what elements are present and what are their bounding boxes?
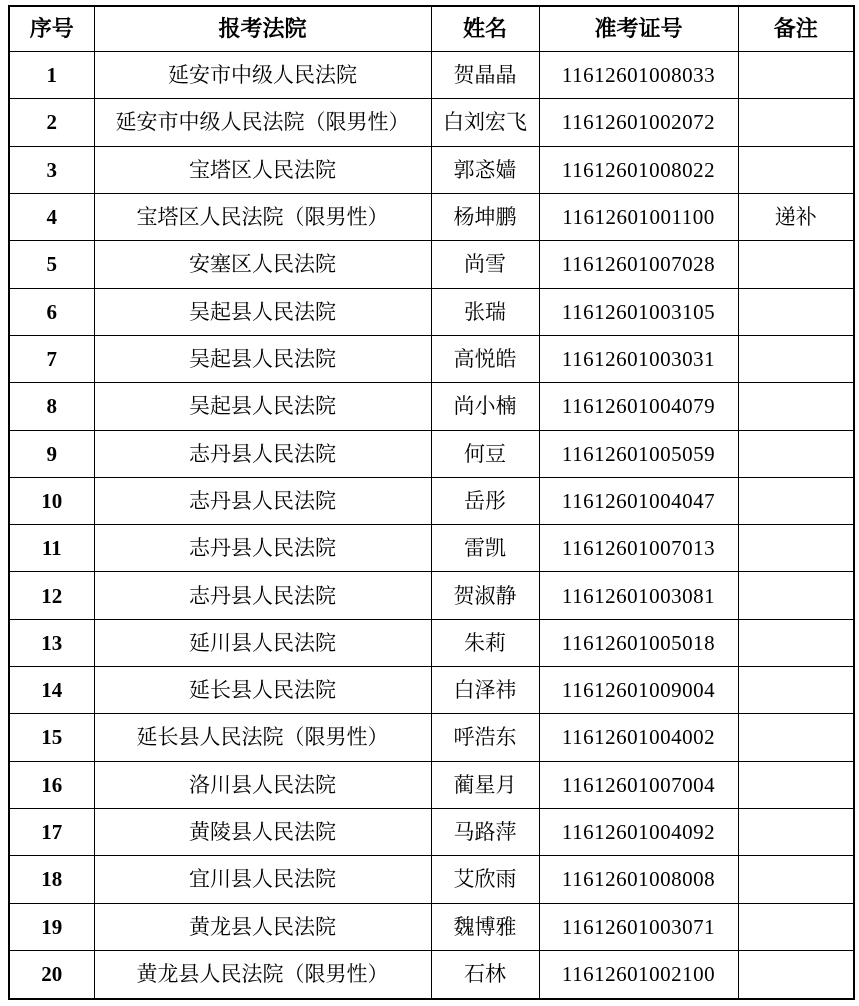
cell-remark [738, 241, 854, 288]
cell-no: 18 [9, 856, 94, 903]
cell-court: 黄龙县人民法院 [94, 903, 431, 950]
cell-court: 延安市中级人民法院 [94, 52, 431, 99]
cell-court: 安塞区人民法院 [94, 241, 431, 288]
cell-name: 雷凯 [431, 525, 539, 572]
cell-ticket: 11612601007004 [539, 761, 738, 808]
cell-remark [738, 809, 854, 856]
table-row [9, 477, 854, 524]
cell-remark [738, 856, 854, 903]
cell-no: 2 [9, 99, 94, 146]
cell-remark [738, 572, 854, 619]
cell-ticket: 11612601004002 [539, 714, 738, 761]
cell-ticket: 11612601004047 [539, 477, 738, 524]
cell-no: 12 [9, 572, 94, 619]
table-row [9, 288, 854, 335]
cell-ticket: 11612601008022 [539, 146, 738, 193]
cell-no: 17 [9, 809, 94, 856]
cell-no: 4 [9, 193, 94, 240]
header-cell-name: 姓名 [431, 6, 539, 52]
cell-remark [738, 950, 854, 999]
cell-name: 尚雪 [431, 241, 539, 288]
cell-name: 尚小楠 [431, 383, 539, 430]
cell-court: 洛川县人民法院 [94, 761, 431, 808]
cell-remark [738, 903, 854, 950]
cell-remark [738, 619, 854, 666]
cell-no: 19 [9, 903, 94, 950]
table-row [9, 335, 854, 382]
header-cell-no: 序号 [9, 6, 94, 52]
cell-ticket: 11612601004079 [539, 383, 738, 430]
cell-remark [738, 146, 854, 193]
cell-ticket: 11612601003081 [539, 572, 738, 619]
cell-remark [738, 525, 854, 572]
cell-court: 黄龙县人民法院（限男性） [94, 950, 431, 999]
table-row [9, 714, 854, 761]
cell-ticket: 11612601002100 [539, 950, 738, 999]
table-row [9, 193, 854, 240]
cell-ticket: 11612601007013 [539, 525, 738, 572]
cell-no: 11 [9, 525, 94, 572]
cell-name: 石林 [431, 950, 539, 999]
cell-remark [738, 477, 854, 524]
cell-name: 贺晶晶 [431, 52, 539, 99]
table-row [9, 667, 854, 714]
header-cell-ticket: 准考证号 [539, 6, 738, 52]
cell-court: 志丹县人民法院 [94, 525, 431, 572]
table-row [9, 52, 854, 99]
cell-ticket: 11612601002072 [539, 99, 738, 146]
cell-no: 5 [9, 241, 94, 288]
table-row [9, 146, 854, 193]
cell-name: 高悦皓 [431, 335, 539, 382]
table-row [9, 761, 854, 808]
table-row [9, 525, 854, 572]
cell-name: 白泽祎 [431, 667, 539, 714]
cell-ticket: 11612601003105 [539, 288, 738, 335]
cell-no: 7 [9, 335, 94, 382]
cell-name: 马路萍 [431, 809, 539, 856]
cell-name: 艾欣雨 [431, 856, 539, 903]
cell-name: 岳彤 [431, 477, 539, 524]
cell-no: 9 [9, 430, 94, 477]
table-row [9, 430, 854, 477]
cell-name: 白刘宏飞 [431, 99, 539, 146]
table-row [9, 809, 854, 856]
table-row [9, 950, 854, 999]
cell-remark [738, 714, 854, 761]
cell-ticket: 11612601008008 [539, 856, 738, 903]
cell-court: 延川县人民法院 [94, 619, 431, 666]
table-row [9, 241, 854, 288]
cell-court: 志丹县人民法院 [94, 430, 431, 477]
cell-court: 宝塔区人民法院（限男性） [94, 193, 431, 240]
cell-remark [738, 288, 854, 335]
cell-court: 吴起县人民法院 [94, 383, 431, 430]
cell-no: 10 [9, 477, 94, 524]
table-row [9, 856, 854, 903]
cell-court: 志丹县人民法院 [94, 477, 431, 524]
cell-no: 6 [9, 288, 94, 335]
cell-name: 张瑞 [431, 288, 539, 335]
cell-court: 志丹县人民法院 [94, 572, 431, 619]
cell-court: 延长县人民法院（限男性） [94, 714, 431, 761]
cell-ticket: 11612601003071 [539, 903, 738, 950]
cell-no: 20 [9, 950, 94, 999]
cell-no: 15 [9, 714, 94, 761]
cell-remark [738, 99, 854, 146]
cell-ticket: 11612601005059 [539, 430, 738, 477]
cell-court: 吴起县人民法院 [94, 288, 431, 335]
header-cell-remark: 备注 [738, 6, 854, 52]
cell-ticket: 11612601005018 [539, 619, 738, 666]
cell-remark: 递补 [738, 193, 854, 240]
cell-court: 延安市中级人民法院（限男性） [94, 99, 431, 146]
cell-court: 宜川县人民法院 [94, 856, 431, 903]
cell-no: 14 [9, 667, 94, 714]
cell-name: 杨坤鹏 [431, 193, 539, 240]
header-row [9, 6, 854, 52]
table-row [9, 99, 854, 146]
cell-remark [738, 52, 854, 99]
cell-remark [738, 383, 854, 430]
cell-court: 宝塔区人民法院 [94, 146, 431, 193]
cell-no: 16 [9, 761, 94, 808]
cell-no: 13 [9, 619, 94, 666]
cell-ticket: 11612601001100 [539, 193, 738, 240]
cell-no: 1 [9, 52, 94, 99]
cell-court: 延长县人民法院 [94, 667, 431, 714]
cell-remark [738, 761, 854, 808]
cell-ticket: 11612601009004 [539, 667, 738, 714]
table-row [9, 619, 854, 666]
cell-remark [738, 667, 854, 714]
cell-ticket: 11612601003031 [539, 335, 738, 382]
cell-ticket: 11612601007028 [539, 241, 738, 288]
table-body [9, 52, 854, 1000]
cell-name: 蔺星月 [431, 761, 539, 808]
cell-name: 朱莉 [431, 619, 539, 666]
cell-remark [738, 335, 854, 382]
cell-name: 呼浩东 [431, 714, 539, 761]
cell-no: 3 [9, 146, 94, 193]
cell-name: 贺淑静 [431, 572, 539, 619]
cell-court: 黄陵县人民法院 [94, 809, 431, 856]
exam-roster-table [8, 5, 855, 1000]
header-cell-court: 报考法院 [94, 6, 431, 52]
cell-court: 吴起县人民法院 [94, 335, 431, 382]
cell-ticket: 11612601008033 [539, 52, 738, 99]
table-row [9, 572, 854, 619]
cell-name: 魏博雅 [431, 903, 539, 950]
table-row [9, 383, 854, 430]
table-row [9, 903, 854, 950]
cell-name: 何豆 [431, 430, 539, 477]
cell-ticket: 11612601004092 [539, 809, 738, 856]
cell-name: 郭忞嫱 [431, 146, 539, 193]
cell-remark [738, 430, 854, 477]
cell-no: 8 [9, 383, 94, 430]
